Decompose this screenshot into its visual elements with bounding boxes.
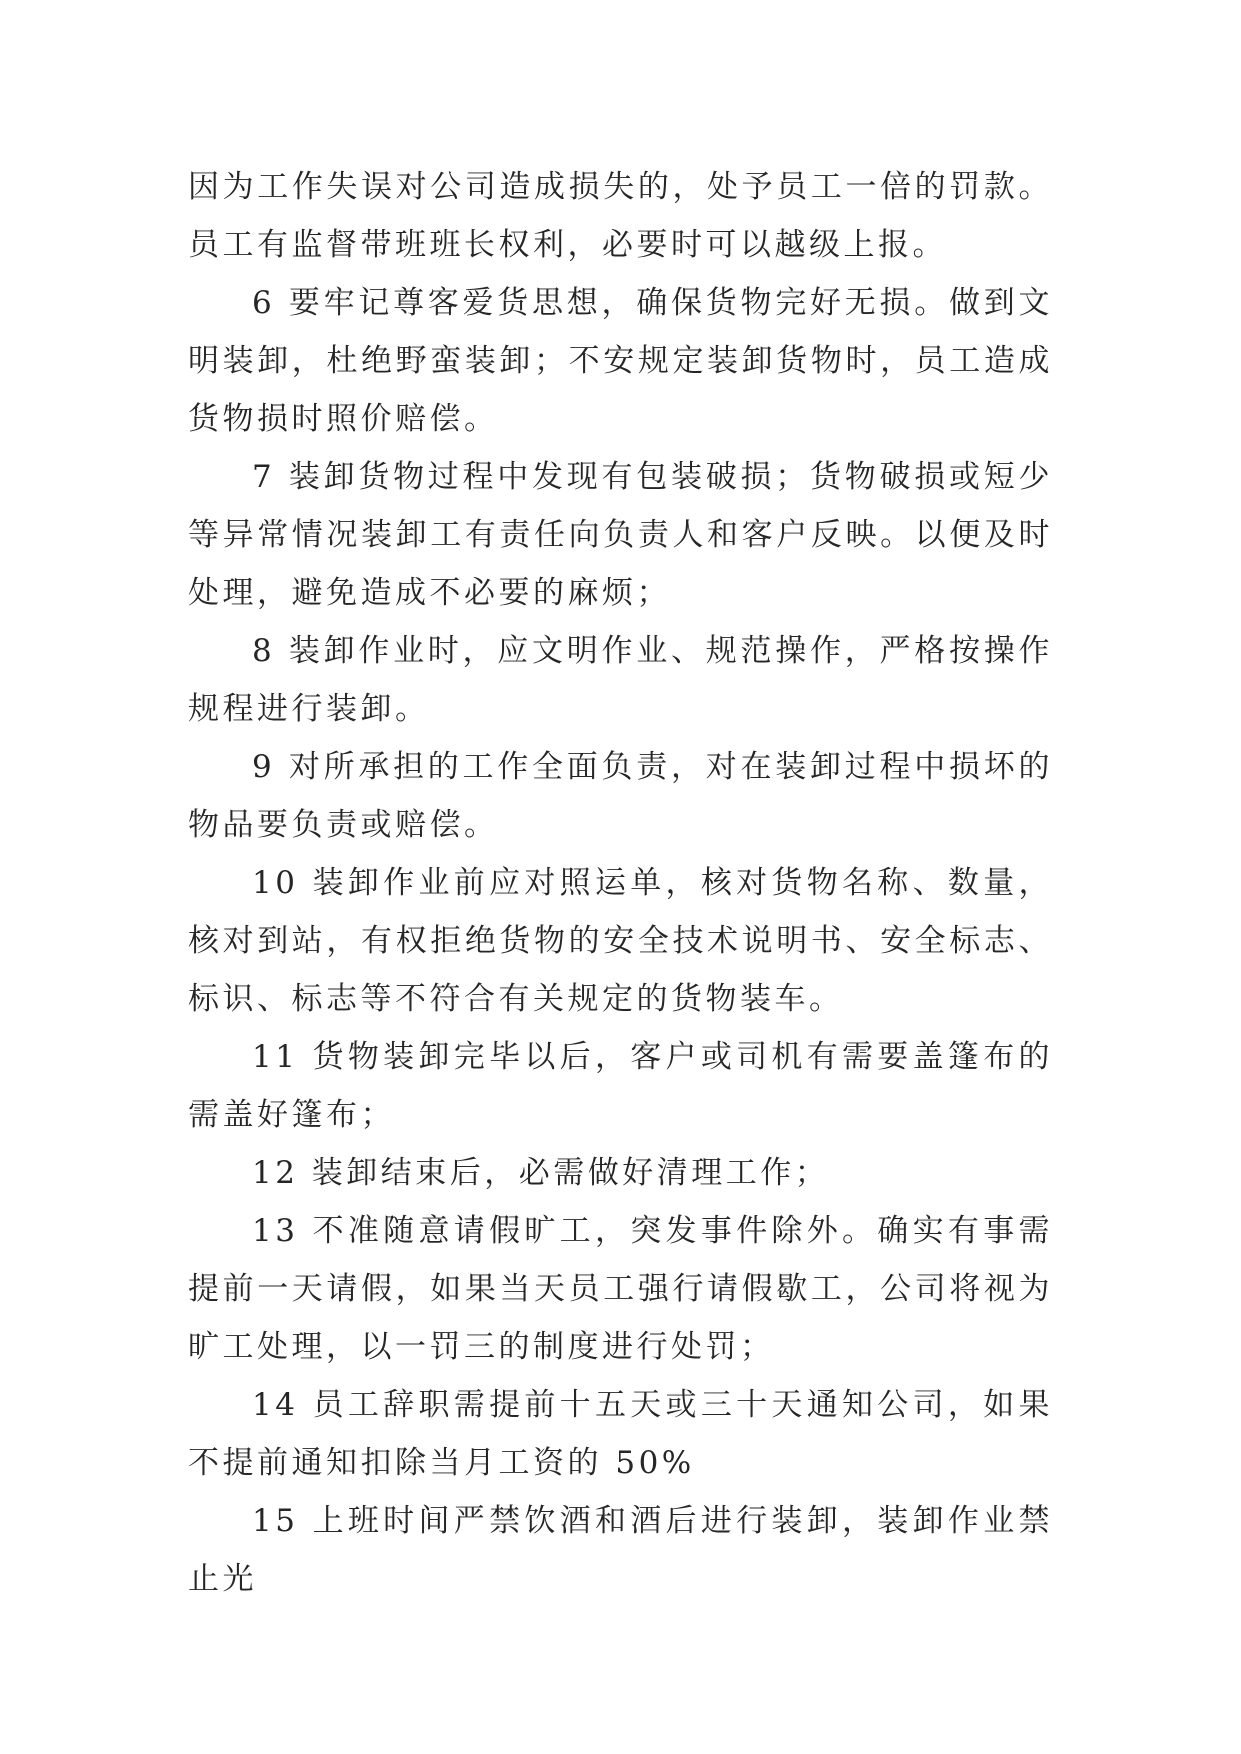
paragraph-rule-9: 9 对所承担的工作全面负责，对在装卸过程中损坏的物品要负责或赔偿。	[188, 749, 1053, 843]
paragraph-rule-11: 11 货物装卸完毕以后，客户或司机有需要盖篷布的需盖好篷布；	[188, 1039, 1053, 1133]
paragraph-rule-13: 13 不准随意请假旷工，突发事件除外。确实有事需提前一天请假，如果当天员工强行请假歇工，公司将视为旷工处理，以一罚三的制度进行处罚；	[188, 1213, 1053, 1365]
paragraph-rule-6: 6 要牢记尊客爱货思想，确保货物完好无损。做到文明装卸，杜绝野蛮装卸；不安规定装卸货物时，员工造成货物损时照价赔偿。	[188, 285, 1053, 437]
paragraph-rule-8: 8 装卸作业时，应文明作业、规范操作，严格按操作规程进行装卸。	[188, 633, 1053, 727]
paragraph-rule-14: 14 员工辞职需提前十五天或三十天通知公司，如果不提前通知扣除当月工资的 50%	[188, 1387, 1053, 1481]
paragraph-rule-15: 15 上班时间严禁饮酒和酒后进行装卸，装卸作业禁止光	[188, 1503, 1053, 1597]
paragraph-rule-7: 7 装卸货物过程中发现有包装破损；货物破损或短少等异常情况装卸工有责任向负责人和客户反映。以便及时处理，避免造成不必要的麻烦；	[188, 459, 1053, 611]
paragraph-rule-10: 10 装卸作业前应对照运单，核对货物名称、数量，核对到站，有权拒绝货物的安全技术说明书、安全标志、标识、标志等不符合有关规定的货物装车。	[188, 865, 1053, 1017]
document-body	[188, 158, 1053, 1608]
paragraph-continuation: 因为工作失误对公司造成损失的，处予员工一倍的罚款。员工有监督带班班长权利，必要时可以越级上报。	[188, 169, 1053, 263]
paragraph-rule-12: 12 装卸结束后，必需做好清理工作；	[252, 1155, 830, 1191]
